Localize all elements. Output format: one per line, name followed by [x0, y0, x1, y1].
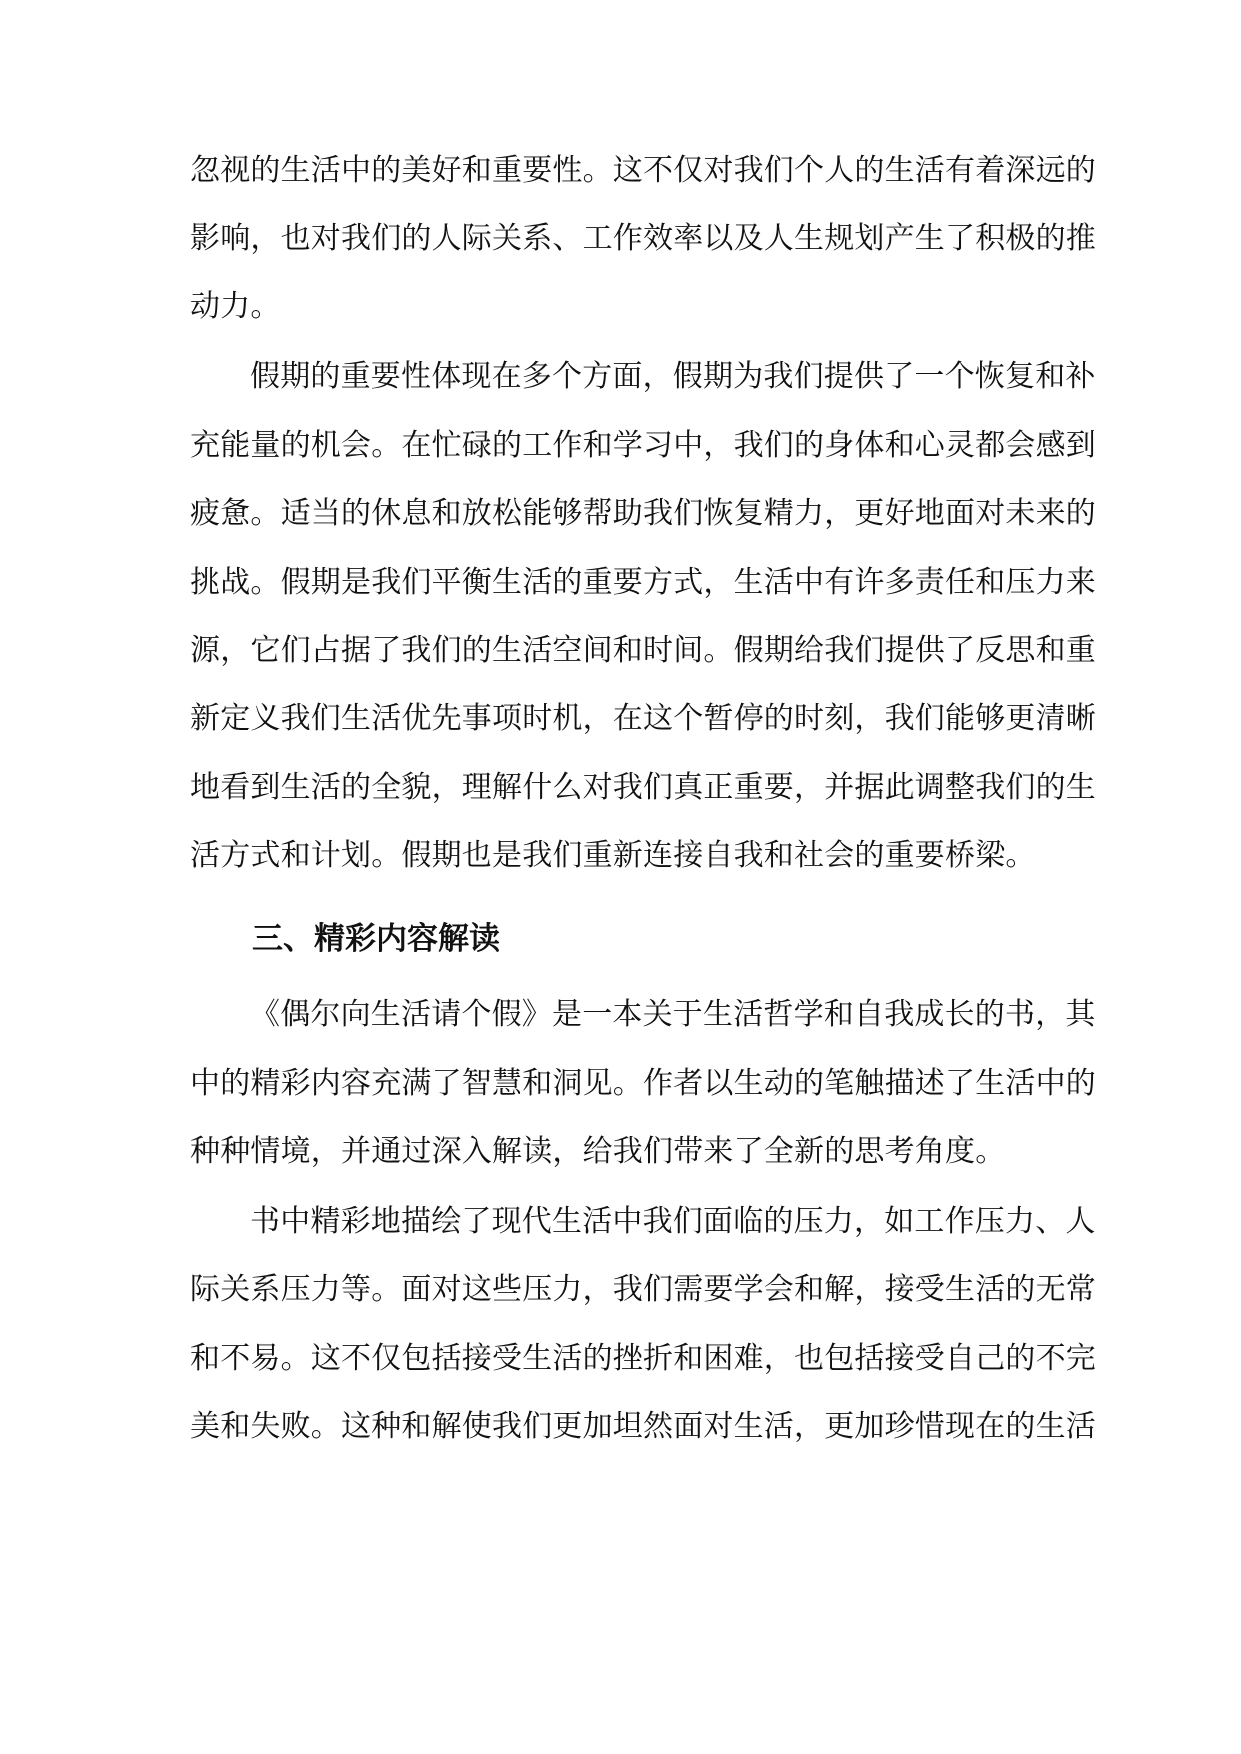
text-line: 假期的重要性体现在多个方面，假期为我们提供了一个恢复和补	[250, 359, 1096, 394]
text-line: 疲惫。适当的休息和放松能够帮助我们恢复精力，更好地面对未来的	[190, 496, 1096, 531]
text-line: 影响，也对我们的人际关系、工作效率以及人生规划产生了积极的推	[190, 221, 1096, 256]
text-line: 书中精彩地描绘了现代生活中我们面临的压力，如工作压力、人	[250, 1204, 1096, 1239]
text-line: 中的精彩内容充满了智慧和洞见。作者以生动的笔触描述了生活中的	[190, 1066, 1096, 1101]
text-line: 动力。	[190, 289, 281, 324]
text-line: 充能量的机会。在忙碌的工作和学习中，我们的身体和心灵都会感到	[190, 428, 1096, 463]
text-line: 地看到生活的全貌，理解什么对我们真正重要，并据此调整我们的生	[190, 770, 1096, 805]
text-line: 挑战。假期是我们平衡生活的重要方式，生活中有许多责任和压力来	[190, 565, 1096, 600]
text-line: 种种情境，并通过深入解读，给我们带来了全新的思考角度。	[190, 1134, 1006, 1169]
text-line: 《偶尔向生活请个假》是一本关于生活哲学和自我成长的书，其	[250, 997, 1096, 1032]
text-line: 活方式和计划。假期也是我们重新连接自我和社会的重要桥梁。	[190, 838, 1036, 873]
text-line: 和不易。这不仅包括接受生活的挫折和困难，也包括接受自己的不完	[190, 1341, 1096, 1376]
text-line: 际关系压力等。面对这些压力，我们需要学会和解，接受生活的无常	[190, 1272, 1096, 1307]
text-line: 忽视的生活中的美好和重要性。这不仅对我们个人的生活有着深远的	[190, 153, 1096, 188]
text-line: 新定义我们生活优先事项时机，在这个暂停的时刻，我们能够更清晰	[190, 701, 1096, 736]
text-line: 源，它们占据了我们的生活空间和时间。假期给我们提供了反思和重	[190, 633, 1096, 668]
text-line: 美和失败。这种和解使我们更加坦然面对生活，更加珍惜现在的生活	[190, 1409, 1096, 1444]
section-heading: 三、精彩内容解读	[252, 921, 500, 957]
